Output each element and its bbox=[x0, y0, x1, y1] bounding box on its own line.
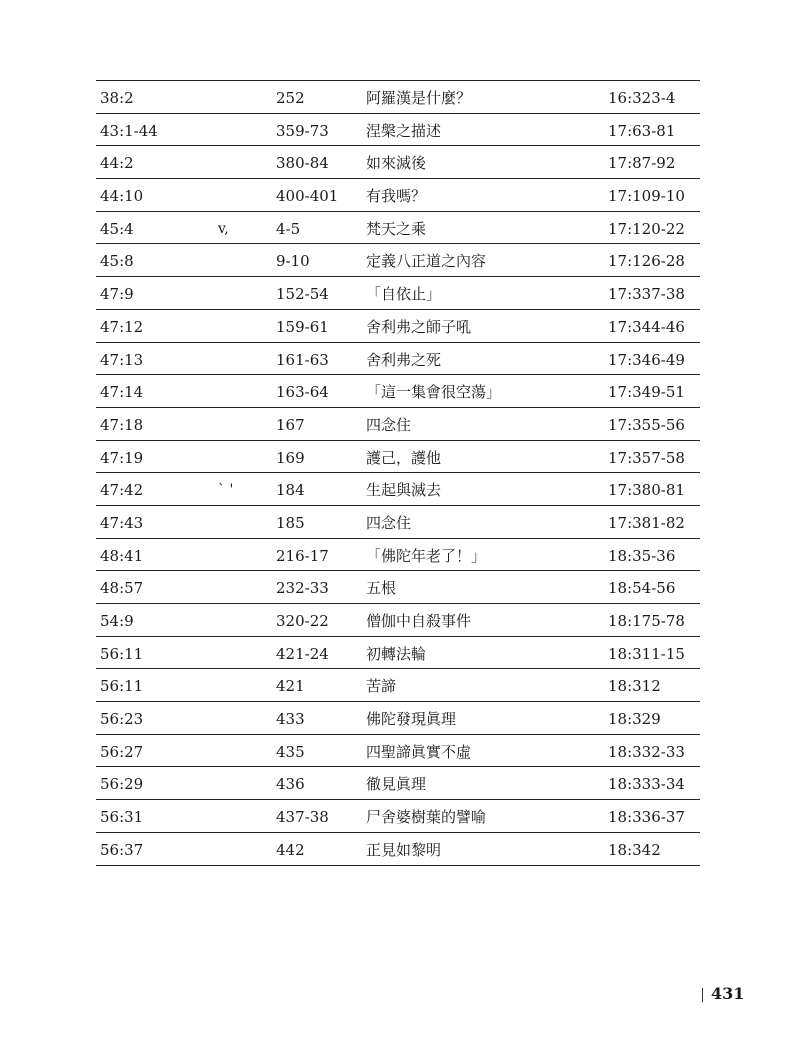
table-row bbox=[96, 440, 700, 473]
source-cell: 17:126-28 bbox=[608, 252, 685, 271]
page-cell: 436 bbox=[276, 775, 305, 794]
table-row bbox=[96, 734, 700, 767]
title-cell: 佛陀發現眞理 bbox=[366, 710, 457, 729]
source-cell: 18:311-15 bbox=[608, 644, 685, 663]
table-row bbox=[96, 374, 700, 407]
table-row bbox=[96, 668, 700, 701]
title-cell: 徹見眞理 bbox=[366, 775, 427, 794]
table-row bbox=[96, 505, 700, 538]
page-cell: 185 bbox=[276, 513, 305, 532]
reference-cell: 56:37 bbox=[100, 840, 144, 859]
page-cell: 163-64 bbox=[276, 383, 329, 402]
table-row bbox=[96, 472, 700, 505]
table-row bbox=[96, 309, 700, 342]
reference-cell: 48:41 bbox=[100, 546, 144, 565]
title-cell: 涅槃之描述 bbox=[366, 121, 442, 140]
page-cell: 159-61 bbox=[276, 317, 329, 336]
reference-cell: 56:23 bbox=[100, 710, 144, 729]
reference-cell: 47:13 bbox=[100, 350, 144, 369]
source-cell: 18:35-36 bbox=[608, 546, 676, 565]
title-cell: 初轉法輪 bbox=[366, 644, 427, 663]
title-cell: 定義八正道之內容 bbox=[366, 252, 487, 271]
title-cell: 四念住 bbox=[366, 513, 412, 532]
reference-cell: 56:29 bbox=[100, 775, 144, 794]
reference-cell: 56:27 bbox=[100, 742, 144, 761]
source-cell: 18:342 bbox=[608, 840, 661, 859]
title-cell: 梵天之乘 bbox=[366, 219, 427, 238]
source-cell: 17:109-10 bbox=[608, 187, 685, 206]
title-cell: 正見如黎明 bbox=[366, 840, 442, 859]
title-cell: 僧伽中自殺事件 bbox=[366, 612, 472, 630]
source-cell: 17:349-51 bbox=[608, 383, 685, 402]
table-row bbox=[96, 766, 700, 799]
reference-cell: 48:57 bbox=[100, 579, 144, 598]
source-cell: 18:329 bbox=[608, 710, 661, 729]
title-cell: 「佛陀年老了！」 bbox=[366, 546, 487, 565]
page-cell: 435 bbox=[276, 742, 305, 761]
page-cell: 437-38 bbox=[276, 808, 329, 827]
reference-cell: 47:14 bbox=[100, 383, 144, 402]
source-cell: 17:346-49 bbox=[608, 350, 685, 369]
table-row bbox=[96, 276, 700, 309]
margin-mark: ` ' bbox=[218, 482, 234, 499]
margin-mark: v, bbox=[218, 220, 229, 237]
reference-cell: 47:19 bbox=[100, 448, 144, 467]
title-cell: 有我嗎？ bbox=[366, 187, 427, 206]
source-cell: 17:120-22 bbox=[608, 219, 685, 238]
page-cell: 4-5 bbox=[276, 219, 301, 238]
reference-cell: 47:12 bbox=[100, 317, 144, 336]
page-cell: 9-10 bbox=[276, 252, 310, 271]
page-cell: 400-401 bbox=[276, 187, 339, 206]
table-row bbox=[96, 80, 700, 113]
source-cell: 18:332-33 bbox=[608, 742, 685, 761]
page-cell: 184 bbox=[276, 481, 305, 500]
table-row bbox=[96, 832, 700, 866]
folio-divider bbox=[702, 988, 703, 1002]
table-row bbox=[96, 211, 700, 244]
page-cell: 380-84 bbox=[276, 154, 329, 173]
title-cell: 舍利弗之死 bbox=[366, 350, 442, 369]
reference-cell: 43:1-44 bbox=[100, 121, 158, 140]
title-cell: 生起與滅去 bbox=[366, 481, 442, 500]
reference-cell: 56:11 bbox=[100, 644, 144, 663]
title-cell: 護己，護他 bbox=[366, 448, 442, 467]
page-cell: 433 bbox=[276, 710, 305, 729]
table-row bbox=[96, 538, 700, 571]
title-cell: 舍利弗之師子吼 bbox=[366, 317, 472, 336]
source-cell: 17:337-38 bbox=[608, 285, 685, 304]
page-cell: 169 bbox=[276, 448, 305, 467]
page-cell: 442 bbox=[276, 840, 305, 859]
reference-cell: 38:2 bbox=[100, 89, 134, 107]
table-row bbox=[96, 701, 700, 734]
source-cell: 18:312 bbox=[608, 677, 661, 696]
reference-cell: 45:4 bbox=[100, 219, 134, 238]
title-cell: 「這一集會很空蕩」 bbox=[366, 383, 502, 402]
table-row bbox=[96, 145, 700, 178]
title-cell: 苦諦 bbox=[366, 677, 397, 696]
page-cell: 216-17 bbox=[276, 546, 329, 565]
title-cell: 尸舍婆樹葉的譬喻 bbox=[366, 808, 487, 827]
table-row bbox=[96, 113, 700, 146]
table-row bbox=[96, 570, 700, 603]
source-cell: 17:380-81 bbox=[608, 481, 685, 500]
source-cell: 18:175-78 bbox=[608, 612, 685, 630]
reference-cell: 47:43 bbox=[100, 513, 144, 532]
index-table bbox=[96, 80, 700, 866]
title-cell: 四聖諦眞實不虛 bbox=[366, 742, 472, 761]
reference-cell: 47:9 bbox=[100, 285, 134, 304]
table-row bbox=[96, 178, 700, 211]
title-cell: 如來滅後 bbox=[366, 154, 427, 173]
reference-cell: 56:11 bbox=[100, 677, 144, 696]
table-row bbox=[96, 243, 700, 276]
page-cell: 359-73 bbox=[276, 121, 329, 140]
page-cell: 421 bbox=[276, 677, 305, 696]
source-cell: 18:336-37 bbox=[608, 808, 685, 827]
page-number: 431 bbox=[711, 984, 745, 1003]
page-cell: 252 bbox=[276, 89, 305, 107]
reference-cell: 47:42 bbox=[100, 481, 144, 500]
reference-cell: 47:18 bbox=[100, 415, 144, 434]
source-cell: 17:63-81 bbox=[608, 121, 676, 140]
title-cell: 四念住 bbox=[366, 415, 412, 434]
page-cell: 161-63 bbox=[276, 350, 329, 369]
source-cell: 16:323-4 bbox=[608, 89, 676, 107]
source-cell: 17:355-56 bbox=[608, 415, 685, 434]
table-row bbox=[96, 603, 700, 636]
reference-cell: 44:10 bbox=[100, 187, 144, 206]
source-cell: 18:333-34 bbox=[608, 775, 685, 794]
table-row bbox=[96, 407, 700, 440]
source-cell: 17:357-58 bbox=[608, 448, 685, 467]
reference-cell: 54:9 bbox=[100, 612, 134, 630]
page-cell: 167 bbox=[276, 415, 305, 434]
page-cell: 232-33 bbox=[276, 579, 329, 598]
title-cell: 「自依止」 bbox=[366, 285, 442, 304]
source-cell: 18:54-56 bbox=[608, 579, 676, 598]
reference-cell: 45:8 bbox=[100, 252, 134, 271]
reference-cell: 44:2 bbox=[100, 154, 134, 173]
table-row bbox=[96, 799, 700, 832]
page-cell: 320-22 bbox=[276, 612, 329, 630]
source-cell: 17:381-82 bbox=[608, 513, 685, 532]
title-cell: 五根 bbox=[366, 579, 397, 598]
title-cell: 阿羅漢是什麼？ bbox=[366, 89, 472, 107]
source-cell: 17:344-46 bbox=[608, 317, 685, 336]
table-row bbox=[96, 636, 700, 669]
reference-cell: 56:31 bbox=[100, 808, 144, 827]
table-row bbox=[96, 342, 700, 375]
page-cell: 421-24 bbox=[276, 644, 329, 663]
page-cell: 152-54 bbox=[276, 285, 329, 304]
source-cell: 17:87-92 bbox=[608, 154, 676, 173]
